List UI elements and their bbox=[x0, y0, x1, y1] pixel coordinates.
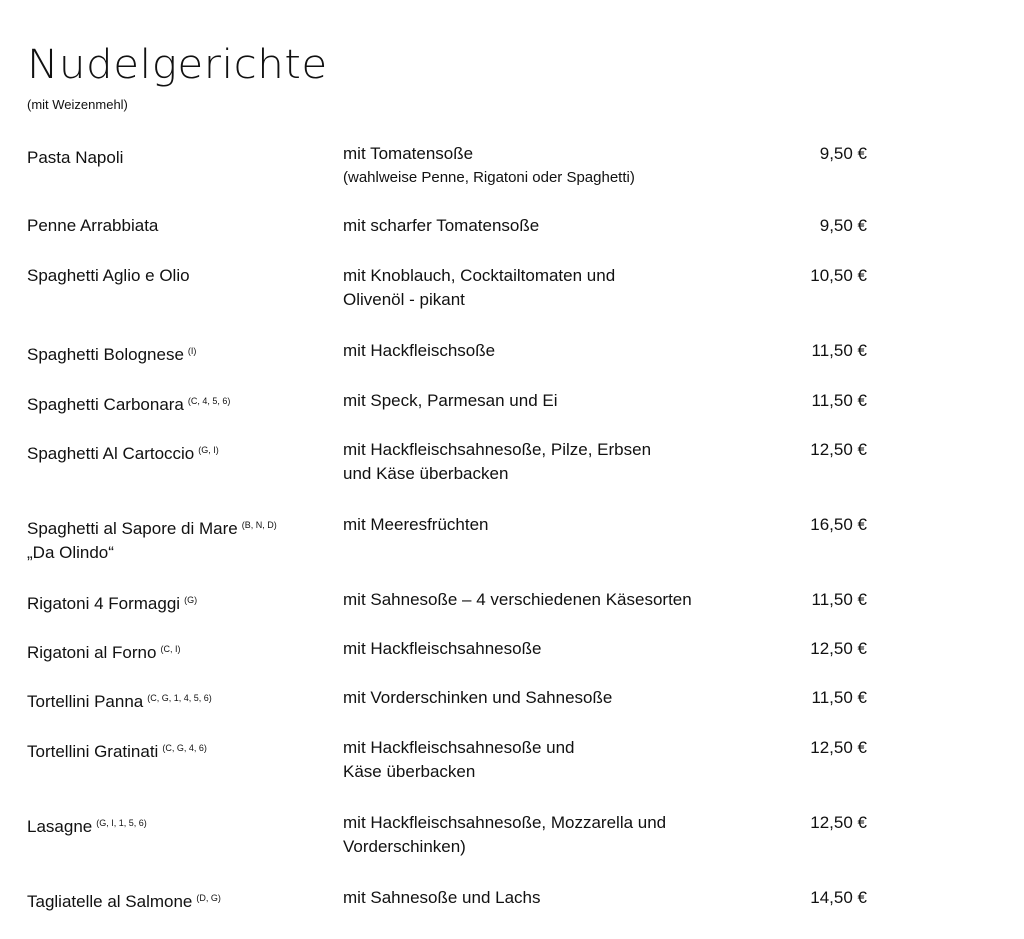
description-note: (wahlweise Penne, Rigatoni oder Spaghetti) bbox=[343, 169, 635, 186]
dish-description bbox=[343, 686, 773, 710]
dish-price: 12,50 € bbox=[810, 738, 867, 757]
dish-description bbox=[343, 264, 773, 312]
allergen-codes: (C, 4, 5, 6) bbox=[187, 396, 231, 406]
allergen-codes: (I) bbox=[187, 346, 197, 356]
dish-name-text: Spaghetti Aglio e Olio bbox=[27, 266, 190, 285]
dish-name bbox=[27, 513, 327, 565]
dish-name-text: Penne Arrabbiata bbox=[27, 216, 159, 235]
allergen-codes: (D, G) bbox=[196, 893, 221, 903]
dish-name bbox=[27, 686, 327, 714]
allergen-codes: (G) bbox=[184, 595, 198, 605]
dish-name bbox=[27, 438, 327, 466]
dish-name bbox=[27, 588, 327, 616]
dish-description bbox=[343, 214, 773, 238]
dish-price: 12,50 € bbox=[810, 639, 867, 658]
description-line: mit Sahnesoße und Lachs bbox=[343, 888, 541, 907]
allergen-codes: (C, I) bbox=[160, 644, 181, 654]
description-line: mit Hackfleischsahnesoße und bbox=[343, 738, 575, 757]
dish-description bbox=[343, 339, 773, 363]
dish-description bbox=[343, 886, 773, 910]
dish-name bbox=[27, 736, 327, 764]
dish-name bbox=[27, 339, 327, 367]
dish-subtitle: „Da Olindo“ bbox=[27, 543, 114, 562]
dish-name bbox=[27, 264, 327, 288]
dish-name-text: Pasta Napoli bbox=[27, 148, 124, 167]
dish-price: 11,50 € bbox=[811, 391, 867, 410]
description-line: mit scharfer Tomatensoße bbox=[343, 216, 540, 235]
allergen-codes: (C, G, 1, 4, 5, 6) bbox=[147, 693, 212, 703]
description-line: mit Tomatensoße bbox=[343, 144, 474, 163]
allergen-codes: (G, I) bbox=[198, 445, 219, 455]
allergen-codes: (C, G, 4, 6) bbox=[162, 743, 207, 753]
description-line: und Käse überbacken bbox=[343, 464, 509, 483]
dish-name-text: Spaghetti Bolognese bbox=[27, 345, 184, 364]
description-line: mit Knoblauch, Cocktailtomaten und bbox=[343, 266, 616, 285]
dish-name bbox=[27, 886, 327, 914]
page-subtitle: (mit Weizenmehl) bbox=[27, 97, 128, 112]
dish-description bbox=[343, 438, 773, 486]
dish-name bbox=[27, 389, 327, 417]
description-line: mit Hackfleischsahnesoße bbox=[343, 639, 542, 658]
dish-price: 14,50 € bbox=[810, 888, 867, 907]
dish-name-text: Spaghetti al Sapore di Mare bbox=[27, 519, 238, 538]
dish-name-text: Tortellini Gratinati bbox=[27, 742, 159, 761]
dish-price: 9,50 € bbox=[819, 216, 867, 235]
dish-price: 11,50 € bbox=[811, 590, 867, 609]
description-line: Vorderschinken) bbox=[343, 837, 466, 856]
dish-name bbox=[27, 142, 327, 170]
dish-description bbox=[343, 142, 773, 190]
description-line: mit Hackfleischsoße bbox=[343, 341, 496, 360]
dish-description bbox=[343, 389, 773, 413]
dish-price: 11,50 € bbox=[811, 341, 867, 360]
dish-price: 10,50 € bbox=[810, 266, 867, 285]
description-line: mit Meeresfrüchten bbox=[343, 515, 489, 534]
description-line: mit Vorderschinken und Sahnesoße bbox=[343, 688, 613, 707]
dish-price: 12,50 € bbox=[810, 440, 867, 459]
dish-name bbox=[27, 214, 327, 238]
dish-name bbox=[27, 637, 327, 665]
dish-price: 9,50 € bbox=[819, 144, 867, 163]
description-line: mit Hackfleischsahnesoße, Pilze, Erbsen bbox=[343, 440, 652, 459]
dish-name-text: Lasagne bbox=[27, 817, 93, 836]
dish-description bbox=[343, 736, 773, 784]
dish-price: 11,50 € bbox=[811, 688, 867, 707]
dish-description bbox=[343, 811, 773, 859]
dish-name-text: Spaghetti Carbonara bbox=[27, 395, 184, 414]
description-line: mit Hackfleischsahnesoße, Mozzarella und bbox=[343, 813, 667, 832]
dish-price: 16,50 € bbox=[810, 515, 867, 534]
allergen-codes: (B, N, D) bbox=[241, 520, 277, 530]
dish-price: 12,50 € bbox=[810, 813, 867, 832]
dish-description bbox=[343, 588, 773, 612]
description-line: mit Speck, Parmesan und Ei bbox=[343, 391, 558, 410]
dish-name-text: Tagliatelle al Salmone bbox=[27, 892, 193, 911]
page-title: Nudelgerichte bbox=[27, 40, 328, 88]
dish-name-text: Rigatoni 4 Formaggi bbox=[27, 594, 181, 613]
dish-description bbox=[343, 637, 773, 661]
dish-name bbox=[27, 811, 327, 839]
description-line: Olivenöl - pikant bbox=[343, 290, 465, 309]
dish-name-text: Rigatoni al Forno bbox=[27, 643, 157, 662]
description-line: Käse überbacken bbox=[343, 762, 476, 781]
description-line: mit Sahnesoße – 4 verschiedenen Käsesorten bbox=[343, 590, 692, 609]
allergen-codes: (G, I, 1, 5, 6) bbox=[96, 818, 147, 828]
dish-name-text: Spaghetti Al Cartoccio bbox=[27, 444, 195, 463]
dish-description bbox=[343, 513, 773, 537]
dish-name-text: Tortellini Panna bbox=[27, 692, 144, 711]
